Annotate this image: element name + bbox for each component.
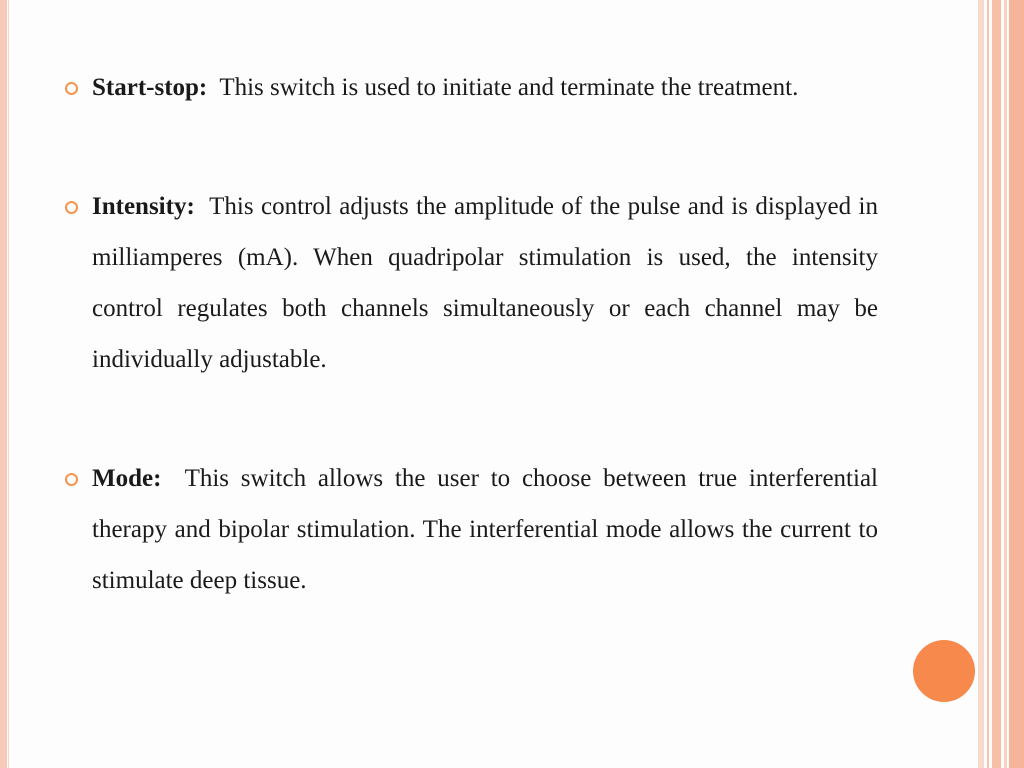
right-border-stripes xyxy=(978,0,1024,768)
bullet-term: Mode: xyxy=(92,465,162,492)
left-border-line xyxy=(8,0,9,768)
bullet-paragraph xyxy=(92,181,878,385)
bullet-term: Intensity: xyxy=(92,193,195,220)
bullet-circle-icon xyxy=(65,201,78,214)
bullet-item-intensity xyxy=(60,181,878,385)
bullet-description: This control adjusts the amplitude of the pulse and is displayed in milliamperes (mA). When quadripolar stimulation is used, the intensity control regulates both channels simultaneously or each channel may be individually adjustable. xyxy=(92,193,878,373)
bullet-term: Start-stop: xyxy=(92,74,208,101)
orange-accent-circle xyxy=(913,640,975,702)
bullet-description: This switch allows the user to choose between true interferential therapy and bipolar stimulation. The interferential mode allows the current to stimulate deep tissue. xyxy=(92,465,878,594)
bullet-list xyxy=(60,62,878,606)
bullet-item-mode xyxy=(60,453,878,606)
bullet-description: This switch is used to initiate and terminate the treatment. xyxy=(219,74,799,101)
bullet-item-start-stop xyxy=(60,62,878,113)
bullet-paragraph xyxy=(92,62,878,113)
left-border-stripe xyxy=(0,0,7,768)
bullet-paragraph xyxy=(92,453,878,606)
bullet-circle-icon xyxy=(65,473,78,486)
bullet-circle-icon xyxy=(65,82,78,95)
